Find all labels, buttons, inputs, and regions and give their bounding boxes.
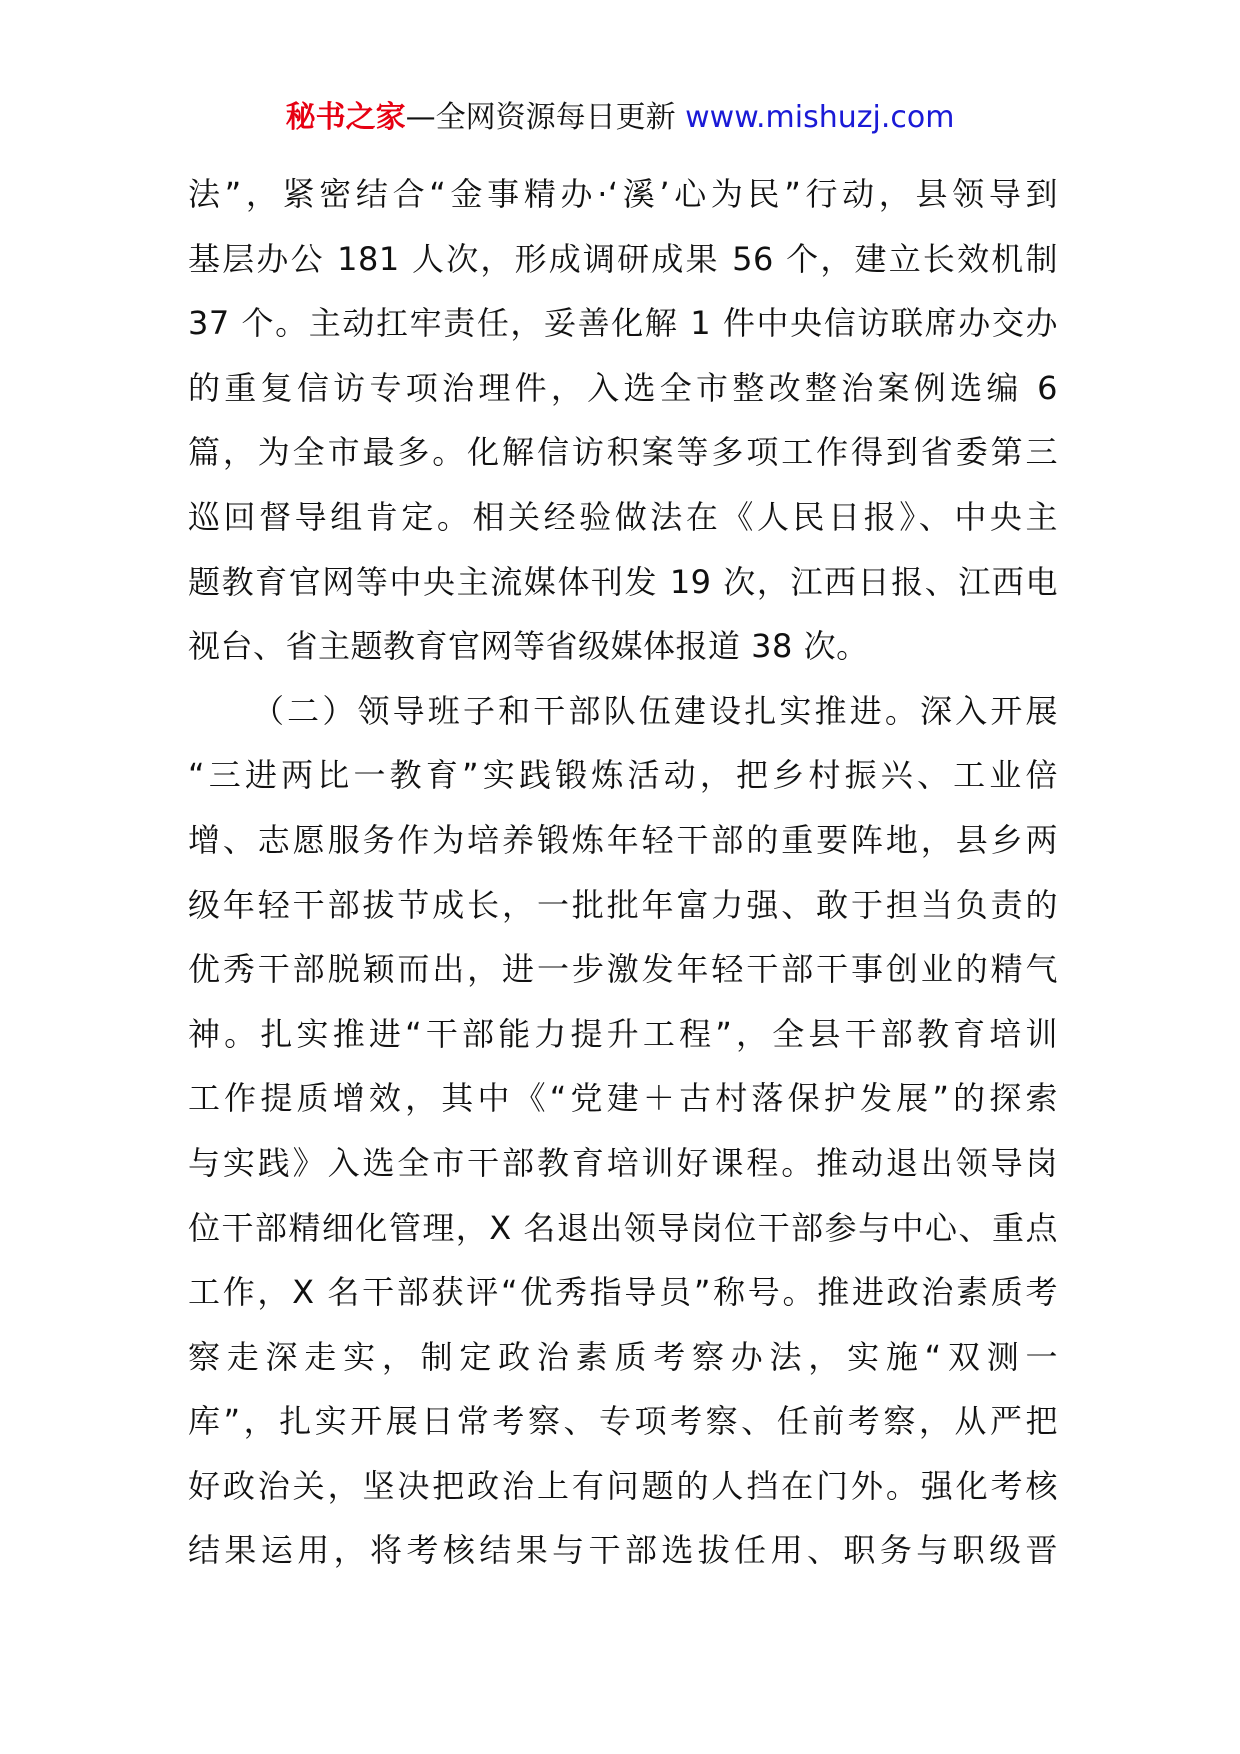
body-line: “三进两比一教育”实践锻炼活动，把乡村振兴、工业倍 [188,756,1058,795]
body-line: 巡回督导组肯定。相关经验做法在《人民日报》、中央主 [188,497,1058,536]
site-url-link[interactable]: www.mishuzj.com [685,100,955,135]
body-line: 位干部精细化管理，X 名退出领导岗位干部参与中心、重点 [188,1208,1058,1247]
section-heading-line: （二）领导班子和干部队伍建设扎实推进。深入开展 [252,691,1058,730]
body-line: 基层办公 181 人次，形成调研成果 56 个，建立长效机制 [188,239,1058,278]
body-line: 题教育官网等中央主流媒体刊发 19 次，江西日报、江西电 [188,562,1058,601]
body-line: 库”，扎实开展日常考察、专项考察、任前考察，从严把 [188,1402,1058,1441]
body-line: 好政治关，坚决把政治上有问题的人挡在门外。强化考核 [188,1466,1058,1505]
body-line: 级年轻干部拔节成长，一批批年富力强、敢于担当负责的 [188,885,1058,924]
brand-name: 秘书之家 [285,100,406,135]
body-line: 工作提质增效，其中《“党建＋古村落保护发展”的探索 [188,1079,1058,1118]
body-line: 察走深走实，制定政治素质考察办法，实施“双测一 [188,1337,1058,1376]
site-header [0,98,1240,138]
body-line: 增、志愿服务作为培养锻炼年轻干部的重要阵地，县乡两 [188,820,1058,859]
body-line: 工作，X 名干部获评“优秀指导员”称号。推进政治素质考 [188,1273,1058,1312]
body-line: 法”，紧密结合“金事精办·‘溪’心为民”行动，县领导到 [188,175,1058,213]
body-line: 与实践》入选全市干部教育培训好课程。推动退出领导岗 [188,1143,1058,1182]
document-body [188,162,1058,1583]
header-tagline: —全网资源每日更新 [405,100,676,135]
body-line: 视台、省主题教育官网等省级媒体报道 38 次。 [188,627,869,666]
body-line: 37 个。主动扛牢责任，妥善化解 1 件中央信访联席办交办 [188,304,1058,343]
body-line: 神。扎实推进“干部能力提升工程”，全县干部教育培训 [188,1014,1058,1053]
body-line: 篇，为全市最多。化解信访积案等多项工作得到省委第三 [188,433,1058,472]
body-line: 的重复信访专项治理件，入选全市整改整治案例选编 6 [188,368,1058,407]
body-line: 结果运用，将考核结果与干部选拔任用、职务与职级晋 [188,1531,1058,1570]
body-line: 优秀干部脱颖而出，进一步激发年轻干部干事创业的精气 [188,950,1058,989]
